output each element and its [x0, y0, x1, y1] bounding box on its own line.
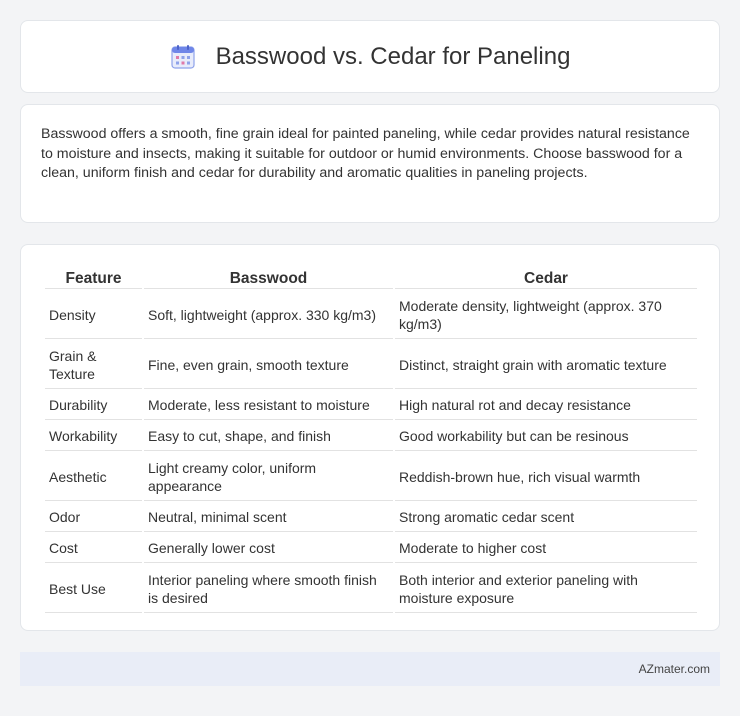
cell-cedar: Good workability but can be resinous: [395, 422, 697, 451]
table-row: [45, 565, 697, 613]
cell-feature: Durability: [45, 391, 142, 420]
header-card: [20, 20, 720, 93]
footer-bar: [20, 652, 720, 686]
cell-feature: Density: [45, 291, 142, 339]
table-row: [45, 291, 697, 339]
header-cedar: Cedar: [395, 267, 697, 289]
cell-basswood: Light creamy color, uniform appearance: [144, 453, 393, 501]
summary-text: Basswood offers a smooth, fine grain ideal for painted paneling, while cedar provides natural resistance to moisture and insects, making it suitable for outdoor or humid environments. Choose basswood for a clean, uniform finish and cedar for durability and aromatic qualities in paneling projects.: [41, 126, 690, 181]
cell-cedar: Moderate to higher cost: [395, 534, 697, 563]
cell-feature: Grain & Texture: [45, 341, 142, 389]
table-row: [45, 534, 697, 563]
cell-cedar: Moderate density, lightweight (approx. 370 kg/m3): [395, 291, 697, 339]
cell-feature: Workability: [45, 422, 142, 451]
cell-basswood: Neutral, minimal scent: [144, 503, 393, 532]
cell-feature: Cost: [45, 534, 142, 563]
table-header-row: [45, 267, 697, 289]
cell-basswood: Easy to cut, shape, and finish: [144, 422, 393, 451]
page-title: Basswood vs. Cedar for Paneling: [215, 42, 571, 70]
cell-cedar: Distinct, straight grain with aromatic texture: [395, 341, 697, 389]
cell-feature: Best Use: [45, 565, 142, 613]
cell-basswood: Soft, lightweight (approx. 330 kg/m3): [144, 291, 393, 339]
table-row: [45, 453, 697, 501]
footer-brand: AZmater.com: [638, 662, 710, 676]
comparison-table: [43, 265, 699, 615]
cell-cedar: High natural rot and decay resistance: [395, 391, 697, 420]
table-row: [45, 503, 697, 532]
cell-cedar: Both interior and exterior paneling with moisture exposure: [395, 565, 697, 613]
table-row: [45, 422, 697, 451]
cell-cedar: Reddish-brown hue, rich visual warmth: [395, 453, 697, 501]
cell-basswood: Fine, even grain, smooth texture: [144, 341, 393, 389]
cell-basswood: Interior paneling where smooth finish is desired: [144, 565, 393, 613]
comparison-table-card: [20, 244, 720, 631]
header-basswood: Basswood: [144, 267, 393, 289]
summary-card: [20, 104, 720, 223]
cell-basswood: Moderate, less resistant to moisture: [144, 391, 393, 420]
table-row: [45, 341, 697, 389]
cell-basswood: Generally lower cost: [144, 534, 393, 563]
cell-cedar: Strong aromatic cedar scent: [395, 503, 697, 532]
cell-feature: Aesthetic: [45, 453, 142, 501]
cell-feature: Odor: [45, 503, 142, 532]
table-row: [45, 391, 697, 420]
header-feature: Feature: [45, 267, 142, 289]
calendar-icon: [170, 44, 196, 70]
